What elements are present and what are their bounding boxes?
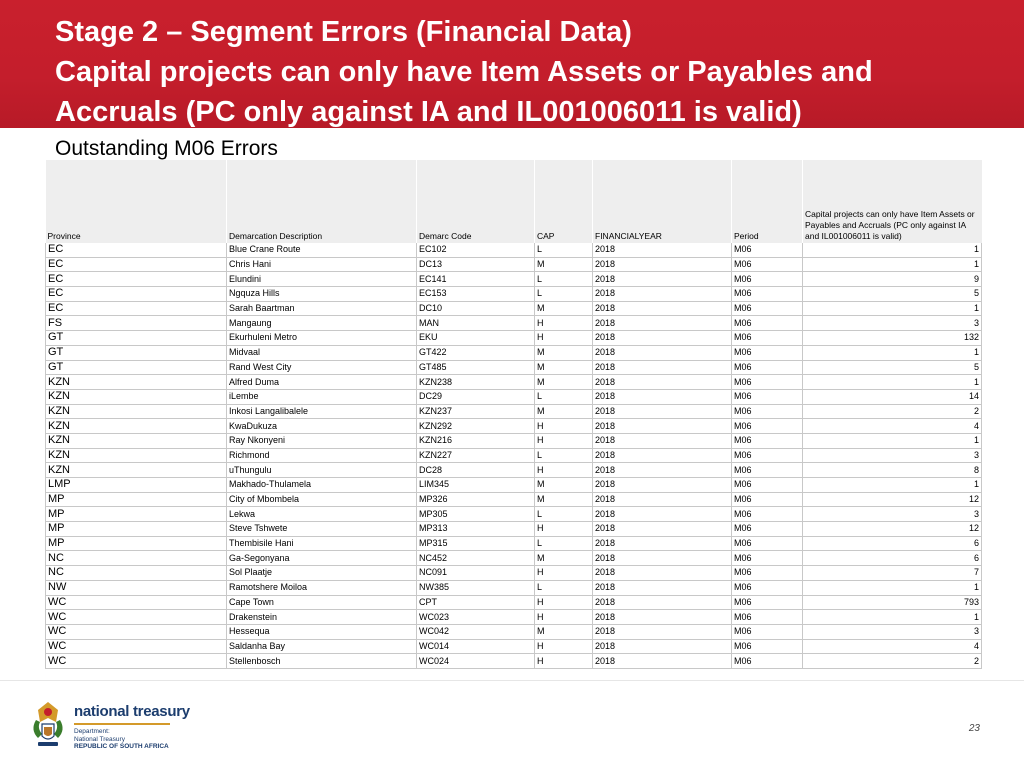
cell-demarcation-description: Lekwa (227, 507, 417, 522)
cell-demarc-code: KZN227 (417, 448, 535, 463)
cell-error-count: 132 (803, 331, 982, 346)
cell-financial-year: 2018 (593, 610, 732, 625)
cell-error-count: 1 (803, 433, 982, 448)
cell-cap: M (535, 492, 593, 507)
cell-demarcation-description: Ray Nkonyeni (227, 433, 417, 448)
cell-financial-year: 2018 (593, 419, 732, 434)
cell-period: M06 (732, 433, 803, 448)
cell-cap: M (535, 301, 593, 316)
cell-province: KZN (46, 375, 227, 390)
cell-financial-year: 2018 (593, 243, 732, 257)
cell-period: M06 (732, 624, 803, 639)
cell-demarc-code: KZN238 (417, 375, 535, 390)
cell-period: M06 (732, 360, 803, 375)
cell-error-count: 3 (803, 316, 982, 331)
cell-demarc-code: WC042 (417, 624, 535, 639)
table-row (46, 595, 982, 610)
table-row (46, 566, 982, 581)
cell-demarc-code: EC153 (417, 287, 535, 302)
cell-demarc-code: GT422 (417, 345, 535, 360)
cell-period: M06 (732, 478, 803, 493)
cell-demarcation-description: Blue Crane Route (227, 243, 417, 257)
cell-period: M06 (732, 492, 803, 507)
cell-demarcation-description: iLembe (227, 389, 417, 404)
cell-error-count: 1 (803, 610, 982, 625)
cell-financial-year: 2018 (593, 566, 732, 581)
cell-demarc-code: EKU (417, 331, 535, 346)
cell-cap: L (535, 536, 593, 551)
cell-period: M06 (732, 301, 803, 316)
cell-period: M06 (732, 419, 803, 434)
cell-period: M06 (732, 507, 803, 522)
cell-demarc-code: MP313 (417, 522, 535, 537)
cell-cap: H (535, 419, 593, 434)
cell-period: M06 (732, 331, 803, 346)
table-row (46, 272, 982, 287)
cell-province: GT (46, 360, 227, 375)
cell-demarc-code: MAN (417, 316, 535, 331)
logo-rule (74, 723, 170, 725)
cell-demarcation-description: Chris Hani (227, 257, 417, 272)
cell-financial-year: 2018 (593, 492, 732, 507)
page-number: 23 (968, 723, 980, 734)
table-row (46, 287, 982, 302)
header-cap: CAP (535, 160, 593, 243)
cell-province: EC (46, 272, 227, 287)
header-error-count: Capital projects can only have Item Assets or Payables and Accruals (PC only against IA and IL001006011 is valid) (803, 160, 982, 243)
cell-demarcation-description: Saldanha Bay (227, 639, 417, 654)
header-financial-year: FINANCIALYEAR (593, 160, 732, 243)
cell-financial-year: 2018 (593, 595, 732, 610)
cell-financial-year: 2018 (593, 654, 732, 669)
cell-financial-year: 2018 (593, 360, 732, 375)
title-line-3: Accruals (PC only against IA and IL001006011 is valid) (55, 96, 802, 128)
header-demarcation-description: Demarcation Description (227, 160, 417, 243)
table-header-row (46, 160, 982, 243)
cell-cap: L (535, 580, 593, 595)
cell-province: MP (46, 492, 227, 507)
title-line-1: Stage 2 – Segment Errors (Financial Data) (55, 16, 632, 48)
cell-cap: H (535, 331, 593, 346)
cell-demarcation-description: Steve Tshwete (227, 522, 417, 537)
cell-cap: L (535, 272, 593, 287)
errors-table (45, 160, 982, 669)
cell-financial-year: 2018 (593, 580, 732, 595)
cell-financial-year: 2018 (593, 551, 732, 566)
table-row (46, 639, 982, 654)
cell-error-count: 12 (803, 522, 982, 537)
cell-error-count: 5 (803, 287, 982, 302)
cell-financial-year: 2018 (593, 331, 732, 346)
cell-error-count: 793 (803, 595, 982, 610)
cell-demarc-code: KZN237 (417, 404, 535, 419)
cell-financial-year: 2018 (593, 448, 732, 463)
table-row (46, 433, 982, 448)
cell-financial-year: 2018 (593, 433, 732, 448)
cell-period: M06 (732, 595, 803, 610)
table-row (46, 536, 982, 551)
logo-dept-name: National Treasury (74, 735, 125, 743)
cell-financial-year: 2018 (593, 639, 732, 654)
cell-cap: H (535, 463, 593, 478)
cell-demarcation-description: Ekurhuleni Metro (227, 331, 417, 346)
cell-demarc-code: WC024 (417, 654, 535, 669)
header-period: Period (732, 160, 803, 243)
cell-province: WC (46, 639, 227, 654)
cell-period: M06 (732, 580, 803, 595)
table-row (46, 375, 982, 390)
cell-demarcation-description: Inkosi Langalibalele (227, 404, 417, 419)
cell-demarc-code: KZN216 (417, 433, 535, 448)
cell-error-count: 3 (803, 507, 982, 522)
cell-error-count: 1 (803, 243, 982, 257)
cell-period: M06 (732, 375, 803, 390)
cell-error-count: 5 (803, 360, 982, 375)
cell-cap: M (535, 551, 593, 566)
cell-province: KZN (46, 389, 227, 404)
cell-financial-year: 2018 (593, 507, 732, 522)
cell-period: M06 (732, 287, 803, 302)
cell-financial-year: 2018 (593, 257, 732, 272)
cell-financial-year: 2018 (593, 389, 732, 404)
cell-demarcation-description: Sarah Baartman (227, 301, 417, 316)
cell-cap: H (535, 566, 593, 581)
cell-error-count: 2 (803, 654, 982, 669)
slide-subtitle: Outstanding M06 Errors (55, 137, 278, 160)
cell-financial-year: 2018 (593, 375, 732, 390)
cell-demarcation-description: uThungulu (227, 463, 417, 478)
cell-cap: M (535, 478, 593, 493)
cell-financial-year: 2018 (593, 287, 732, 302)
cell-cap: H (535, 595, 593, 610)
table-row (46, 492, 982, 507)
cell-error-count: 8 (803, 463, 982, 478)
cell-demarcation-description: Ga-Segonyana (227, 551, 417, 566)
table-row (46, 404, 982, 419)
cell-demarc-code: NC452 (417, 551, 535, 566)
cell-period: M06 (732, 610, 803, 625)
cell-financial-year: 2018 (593, 478, 732, 493)
cell-province: WC (46, 595, 227, 610)
cell-province: GT (46, 345, 227, 360)
cell-demarc-code: WC023 (417, 610, 535, 625)
cell-demarcation-description: Elundini (227, 272, 417, 287)
cell-cap: L (535, 243, 593, 257)
cell-error-count: 3 (803, 448, 982, 463)
cell-cap: H (535, 654, 593, 669)
cell-demarc-code: KZN292 (417, 419, 535, 434)
cell-demarc-code: MP315 (417, 536, 535, 551)
cell-cap: L (535, 389, 593, 404)
table-row (46, 654, 982, 669)
table-row (46, 624, 982, 639)
cell-cap: L (535, 448, 593, 463)
cell-demarc-code: NW385 (417, 580, 535, 595)
cell-financial-year: 2018 (593, 345, 732, 360)
cell-error-count: 4 (803, 639, 982, 654)
cell-demarcation-description: Richmond (227, 448, 417, 463)
cell-financial-year: 2018 (593, 536, 732, 551)
cell-demarc-code: DC29 (417, 389, 535, 404)
cell-province: NC (46, 566, 227, 581)
cell-period: M06 (732, 654, 803, 669)
table-row (46, 243, 982, 257)
cell-province: KZN (46, 433, 227, 448)
cell-demarcation-description: Cape Town (227, 595, 417, 610)
cell-error-count: 9 (803, 272, 982, 287)
cell-financial-year: 2018 (593, 522, 732, 537)
errors-table-container (45, 160, 981, 669)
cell-period: M06 (732, 345, 803, 360)
cell-province: WC (46, 654, 227, 669)
cell-error-count: 14 (803, 389, 982, 404)
cell-cap: H (535, 433, 593, 448)
cell-cap: L (535, 287, 593, 302)
cell-period: M06 (732, 257, 803, 272)
cell-demarcation-description: Rand West City (227, 360, 417, 375)
cell-province: KZN (46, 419, 227, 434)
cell-demarcation-description: Sol Plaatje (227, 566, 417, 581)
cell-error-count: 6 (803, 536, 982, 551)
table-row (46, 610, 982, 625)
cell-error-count: 1 (803, 580, 982, 595)
table-row (46, 522, 982, 537)
table-row (46, 257, 982, 272)
cell-province: NW (46, 580, 227, 595)
slide-title (55, 12, 1015, 132)
table-row (46, 316, 982, 331)
cell-financial-year: 2018 (593, 301, 732, 316)
cell-demarc-code: EC102 (417, 243, 535, 257)
cell-demarcation-description: Thembisile Hani (227, 536, 417, 551)
cell-error-count: 1 (803, 301, 982, 316)
cell-province: EC (46, 301, 227, 316)
cell-cap: H (535, 610, 593, 625)
cell-province: MP (46, 522, 227, 537)
cell-error-count: 7 (803, 566, 982, 581)
cell-period: M06 (732, 272, 803, 287)
cell-demarcation-description: Stellenbosch (227, 654, 417, 669)
cell-error-count: 6 (803, 551, 982, 566)
cell-financial-year: 2018 (593, 463, 732, 478)
table-row (46, 331, 982, 346)
cell-province: LMP (46, 478, 227, 493)
cell-demarc-code: MP305 (417, 507, 535, 522)
cell-cap: M (535, 257, 593, 272)
title-line-2: Capital projects can only have Item Assets or Payables and (55, 56, 873, 88)
cell-cap: M (535, 404, 593, 419)
cell-province: MP (46, 536, 227, 551)
cell-demarc-code: MP326 (417, 492, 535, 507)
cell-period: M06 (732, 243, 803, 257)
cell-cap: M (535, 375, 593, 390)
logo-text-block (74, 704, 204, 751)
table-row (46, 389, 982, 404)
cell-demarcation-description: Mangaung (227, 316, 417, 331)
table-row (46, 360, 982, 375)
table-row (46, 301, 982, 316)
cell-error-count: 1 (803, 345, 982, 360)
cell-cap: M (535, 624, 593, 639)
cell-province: EC (46, 257, 227, 272)
cell-demarcation-description: City of Mbombela (227, 492, 417, 507)
cell-cap: M (535, 345, 593, 360)
cell-financial-year: 2018 (593, 404, 732, 419)
cell-error-count: 1 (803, 257, 982, 272)
cell-demarcation-description: Ngquza Hills (227, 287, 417, 302)
cell-error-count: 1 (803, 478, 982, 493)
cell-demarc-code: WC014 (417, 639, 535, 654)
cell-cap: H (535, 639, 593, 654)
cell-demarcation-description: Makhado-Thulamela (227, 478, 417, 493)
cell-province: KZN (46, 448, 227, 463)
table-row (46, 345, 982, 360)
cell-demarcation-description: Hessequa (227, 624, 417, 639)
cell-error-count: 1 (803, 375, 982, 390)
cell-demarc-code: LIM345 (417, 478, 535, 493)
table-row (46, 419, 982, 434)
table-row (46, 507, 982, 522)
cell-error-count: 4 (803, 419, 982, 434)
cell-demarc-code: DC28 (417, 463, 535, 478)
header-province: Province (46, 160, 227, 243)
cell-demarc-code: DC10 (417, 301, 535, 316)
cell-province: WC (46, 610, 227, 625)
national-treasury-logo (28, 700, 188, 750)
cell-province: EC (46, 287, 227, 302)
cell-period: M06 (732, 389, 803, 404)
cell-period: M06 (732, 551, 803, 566)
header-demarc-code: Demarc Code (417, 160, 535, 243)
cell-demarc-code: GT485 (417, 360, 535, 375)
cell-financial-year: 2018 (593, 272, 732, 287)
cell-cap: M (535, 360, 593, 375)
cell-period: M06 (732, 316, 803, 331)
cell-demarcation-description: Alfred Duma (227, 375, 417, 390)
footer-divider (0, 680, 1024, 681)
cell-financial-year: 2018 (593, 316, 732, 331)
cell-province: KZN (46, 463, 227, 478)
table-row (46, 463, 982, 478)
cell-demarc-code: CPT (417, 595, 535, 610)
logo-country: REPUBLIC OF SOUTH AFRICA (74, 743, 169, 750)
cell-cap: L (535, 507, 593, 522)
cell-period: M06 (732, 463, 803, 478)
cell-province: GT (46, 331, 227, 346)
cell-period: M06 (732, 566, 803, 581)
cell-cap: H (535, 316, 593, 331)
cell-province: MP (46, 507, 227, 522)
cell-error-count: 3 (803, 624, 982, 639)
cell-period: M06 (732, 536, 803, 551)
cell-cap: H (535, 522, 593, 537)
cell-province: KZN (46, 404, 227, 419)
cell-period: M06 (732, 404, 803, 419)
cell-demarc-code: NC091 (417, 566, 535, 581)
coat-of-arms-icon (28, 700, 68, 750)
cell-demarcation-description: KwaDukuza (227, 419, 417, 434)
cell-period: M06 (732, 522, 803, 537)
cell-error-count: 12 (803, 492, 982, 507)
cell-demarcation-description: Ramotshere Moiloa (227, 580, 417, 595)
cell-period: M06 (732, 639, 803, 654)
table-row (46, 478, 982, 493)
table-body (46, 243, 982, 668)
cell-demarc-code: EC141 (417, 272, 535, 287)
cell-demarcation-description: Drakenstein (227, 610, 417, 625)
table-row (46, 580, 982, 595)
cell-province: EC (46, 243, 227, 257)
table-row (46, 448, 982, 463)
logo-department: Department: (74, 728, 110, 735)
cell-demarc-code: DC13 (417, 257, 535, 272)
cell-error-count: 2 (803, 404, 982, 419)
logo-name: national treasury (74, 703, 190, 720)
cell-financial-year: 2018 (593, 624, 732, 639)
cell-province: FS (46, 316, 227, 331)
table-row (46, 551, 982, 566)
cell-province: NC (46, 551, 227, 566)
cell-period: M06 (732, 448, 803, 463)
cell-demarcation-description: Midvaal (227, 345, 417, 360)
cell-province: WC (46, 624, 227, 639)
